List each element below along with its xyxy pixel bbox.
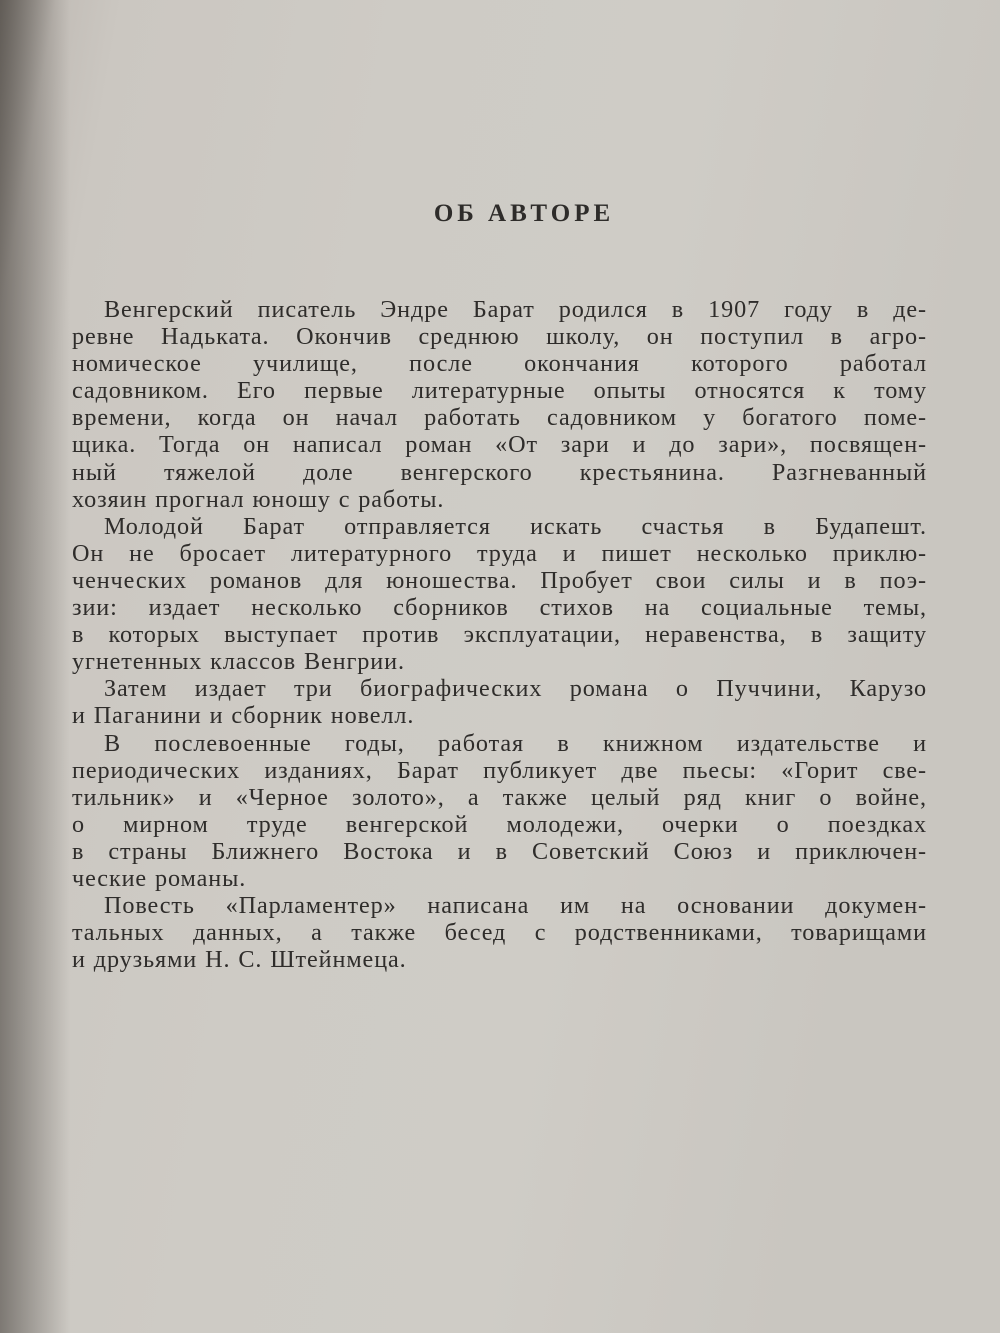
paragraph-2 bbox=[72, 513, 927, 676]
paragraph-4 bbox=[72, 730, 927, 893]
text-line: В послевоенные годы, работая в книжном издательстве и bbox=[104, 729, 927, 757]
text-line: ревне Надькатa. Окончив среднюю школу, он поступил в агро- bbox=[72, 323, 927, 351]
body-text bbox=[72, 296, 927, 973]
text-line: в страны Ближнего Востока и в Советский Союз и приключен- bbox=[72, 837, 927, 865]
text-line: щика. Тогда он написал роман «От зари и до зари», посвящен- bbox=[72, 431, 927, 459]
text-line: зии: издает несколько сборников стихов на социальные темы, bbox=[72, 594, 927, 622]
text-line: Затем издает три биографических романа о Пуччини, Карузо bbox=[104, 675, 927, 703]
text-line: тильник» и «Черное золото», а также целый ряд книг о войне, bbox=[72, 783, 927, 811]
paragraph-5 bbox=[72, 892, 927, 973]
text-line: в которых выступает против эксплуатации, неравенства, в защиту bbox=[72, 621, 927, 649]
paragraph-1 bbox=[72, 296, 927, 513]
text-line: Он не бросает литературного труда и пишет несколько приклю- bbox=[72, 539, 927, 567]
text-line: времени, когда он начал работать садовником у богатого поме- bbox=[72, 404, 927, 432]
text-line: и друзьями Н. С. Штейнмеца. bbox=[72, 946, 407, 974]
paragraph-3 bbox=[72, 675, 927, 729]
text-line: хозяин прогнал юношу с работы. bbox=[72, 485, 445, 513]
text-line: Молодой Барат отправляется искать счастья в Будапешт. bbox=[104, 512, 927, 540]
text-line: периодических изданиях, Барат публикует две пьесы: «Горит све- bbox=[72, 756, 927, 784]
text-line: и Паганини и сборник новелл. bbox=[72, 702, 415, 730]
text-line: ный тяжелой доле венгерского крестьянина. Разгневанный bbox=[72, 458, 927, 486]
text-line: тальных данных, а также бесед с родственниками, товарищами bbox=[72, 919, 927, 947]
text-line: ченческих романов для юношества. Пробует свои силы и в поэ- bbox=[72, 566, 927, 594]
text-line: номическое училище, после окончания которого работал bbox=[72, 350, 927, 378]
text-line: угнетенных классов Венгрии. bbox=[72, 648, 405, 676]
text-line: о мирном труде венгерской молодежи, очерки о поездках bbox=[72, 810, 927, 838]
text-line: Венгерский писатель Эндре Барат родился в 1907 году в де- bbox=[104, 296, 927, 323]
text-line: ческие романы. bbox=[72, 864, 247, 892]
page-title: ОБ АВТОРЕ bbox=[433, 200, 615, 227]
text-line: Повесть «Парламентер» написана им на основании докумен- bbox=[104, 892, 927, 920]
text-line: садовником. Его первые литературные опыты относятся к тому bbox=[72, 377, 927, 405]
